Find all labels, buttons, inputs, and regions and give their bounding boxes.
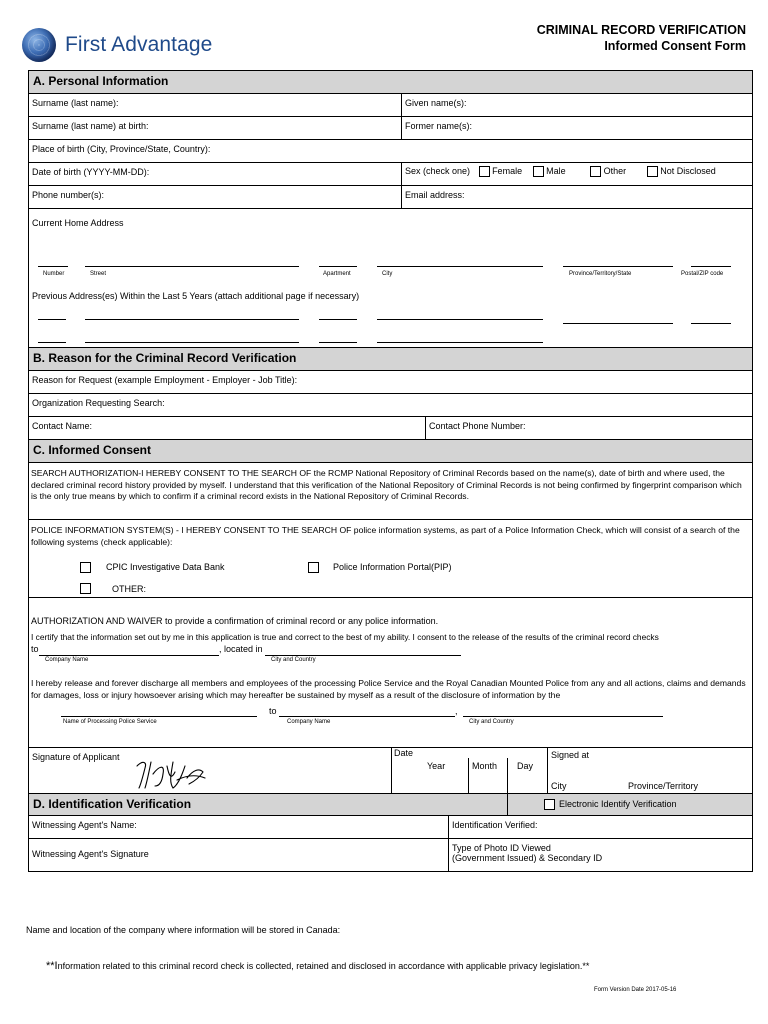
current-apartment-line[interactable] (319, 266, 357, 267)
date-field[interactable] (391, 748, 547, 793)
street-caption: Street (90, 271, 107, 277)
surname-birth-field[interactable] (29, 117, 401, 139)
other-systems-label: OTHER: (112, 584, 147, 594)
certify-text: I certify that the information set out by me in this application is true and correct to the best of my ability. I consent to the release of the results of the criminal record checks (31, 632, 659, 642)
section-d-heading-row (29, 794, 752, 816)
surname-field[interactable] (29, 94, 401, 116)
former-names-field[interactable] (401, 117, 752, 139)
row-signature (29, 748, 752, 794)
police-service-line[interactable] (61, 716, 257, 717)
release-city-line[interactable] (463, 716, 663, 717)
city-caption: City (382, 271, 393, 277)
reason-label: Reason for Request (example Employment - Employer - Job Title): (32, 375, 298, 385)
date-label: Date (394, 748, 414, 758)
current-street-line[interactable] (85, 266, 299, 267)
previous-address-label: Previous Address(es) Within the Last 5 Years (attach additional page if necessary) (32, 291, 360, 301)
privacy-prefix: **I (46, 960, 58, 972)
handwritten-signature-icon (133, 752, 209, 792)
row-dob-sex (29, 163, 752, 186)
former-names-label: Former name(s): (405, 121, 473, 131)
electronic-verification-checkbox[interactable] (544, 799, 555, 810)
processing-police-caption: Name of Processing Police Service (63, 719, 157, 725)
release-company-line[interactable] (279, 716, 455, 717)
phone-field[interactable] (29, 186, 401, 208)
row-place-birth (29, 140, 752, 163)
form-version-date: Form Version Date 2017-05-16 (594, 987, 677, 993)
row-organization (29, 394, 752, 417)
consent-form (28, 70, 753, 872)
year-label: Year (427, 761, 446, 771)
contact-name-field[interactable] (29, 417, 425, 439)
reason-field[interactable] (29, 371, 752, 393)
month-label: Month (472, 761, 498, 771)
current-number-line[interactable] (38, 266, 68, 267)
given-names-label: Given name(s): (405, 98, 467, 108)
pip-checkbox[interactable] (308, 562, 319, 573)
current-postal-line[interactable] (691, 266, 731, 267)
organization-label: Organization Requesting Search: (32, 398, 165, 408)
place-of-birth-label: Place of birth (City, Province/State, Country): (32, 144, 211, 154)
current-city-line[interactable] (377, 266, 543, 267)
privacy-notice (46, 960, 589, 972)
male-checkbox[interactable] (533, 166, 544, 177)
row-authorization-waiver (29, 598, 752, 748)
row-contact (29, 417, 752, 440)
prev-province-line-1[interactable] (563, 323, 673, 324)
row-police-systems (29, 520, 752, 598)
prev-apartment-line-2[interactable] (319, 342, 357, 343)
current-province-line[interactable] (563, 266, 673, 267)
form-title-block (537, 22, 746, 54)
applicant-signature-field[interactable] (29, 748, 391, 793)
comma-label: , (455, 706, 458, 716)
signed-at-label: Signed at (551, 750, 590, 760)
female-checkbox[interactable] (479, 166, 490, 177)
contact-phone-field[interactable] (425, 417, 752, 439)
given-names-field[interactable] (401, 94, 752, 116)
pip-label: Police Information Portal(PIP) (333, 562, 452, 572)
contact-phone-label: Contact Phone Number: (429, 421, 526, 431)
current-address-label: Current Home Address (32, 218, 124, 228)
witness-name-field[interactable] (29, 816, 448, 838)
phone-label: Phone number(s): (32, 190, 105, 200)
day-label: Day (517, 761, 534, 771)
cpic-label: CPIC Investigative Data Bank (106, 562, 225, 572)
dob-field[interactable] (29, 163, 401, 185)
section-a-heading: A. Personal Information (29, 71, 752, 94)
row-witness-name (29, 816, 752, 839)
release-company-caption: Company Name (287, 719, 331, 725)
sex-field (401, 163, 752, 185)
prev-city-line-2[interactable] (377, 342, 543, 343)
female-label: Female (492, 166, 523, 176)
form-subtitle: Informed Consent Form (604, 39, 746, 53)
contact-name-label: Contact Name: (32, 421, 93, 431)
to2-label: to (269, 706, 277, 716)
cpic-checkbox[interactable] (80, 562, 91, 573)
apartment-caption: Apartment (323, 271, 351, 277)
privacy-text: nformation related to this criminal record check is collected, retained and disclosed in accordance with applicable privacy legislation.** (57, 961, 590, 971)
prev-street-line-2[interactable] (85, 342, 299, 343)
search-authorization-text: SEARCH AUTHORIZATION-I HEREBY CONSENT TO THE SEARCH OF the RCMP National Repository of Criminal Records based on the name(s), date of birth and where used, the declared criminal record history provided by myself. I understand that this verification of the National Repository of Criminal Records is not being confirmed by fingerprint comparison which is the only true means by which to confirm if a criminal record exists in the National Repository of Criminal Records. (29, 463, 752, 520)
dob-label: Date of birth (YYYY-MM-DD): (32, 167, 150, 177)
release-text: I hereby release and forever discharge all members and employees of the processing Police Service and the Royal Canadian Mounted Police from any and all actions, claims and demands for damages, loss or injury howsoever arising which may hereafter be sustained by myself as a result of the disclosure of information by the (31, 678, 746, 700)
province-caption: Province/Territory/State (569, 271, 632, 277)
row-addresses (29, 209, 752, 348)
storage-location-label: Name and location of the company where information will be stored in Canada: (26, 925, 341, 935)
male-label: Male (546, 166, 566, 176)
surname-birth-label: Surname (last name) at birth: (32, 121, 149, 131)
place-of-birth-field[interactable] (29, 140, 752, 162)
row-witness-signature (29, 839, 752, 871)
company-name-caption: Company Name (45, 657, 89, 663)
to-label: to (31, 644, 39, 654)
row-phone-email (29, 186, 752, 209)
witness-signature-field[interactable] (29, 839, 448, 871)
row-surname (29, 94, 752, 117)
number-caption: Number (43, 271, 65, 277)
logo-text: First Advantage (65, 33, 213, 56)
other-checkbox[interactable] (590, 166, 601, 177)
not-disclosed-label: Not Disclosed (660, 166, 716, 176)
other-systems-checkbox[interactable] (80, 583, 91, 594)
row-surname-birth (29, 117, 752, 140)
city-country-line[interactable] (265, 655, 461, 656)
signed-at-field[interactable] (547, 748, 752, 793)
brand-logo (22, 28, 212, 62)
prev-street-line-1[interactable] (85, 319, 299, 320)
section-d-heading: D. Identification Verification (33, 797, 192, 811)
company-name-line[interactable] (39, 655, 219, 656)
id-verified-field[interactable] (448, 816, 752, 838)
witness-name-label: Witnessing Agent's Name: (32, 820, 137, 830)
other-label: Other (603, 166, 627, 176)
signed-province-label: Province/Territory (628, 781, 699, 791)
signed-city-label: City (551, 781, 567, 791)
not-disclosed-checkbox[interactable] (647, 166, 658, 177)
photo-id-field[interactable] (448, 839, 752, 871)
id-verified-label: Identification Verified: (452, 820, 538, 830)
prev-number-line-1[interactable] (38, 319, 66, 320)
located-in-label: , located in (219, 644, 263, 654)
police-systems-text: POLICE INFORMATION SYSTEM(S) - I HEREBY CONSENT TO THE SEARCH OF police information systems, as part of a Police Information Check, which will consist of a search of the following systems (check applicable): (31, 525, 740, 547)
auth-waiver-text: AUTHORIZATION AND WAIVER to provide a confirmation of criminal record or any police information. (31, 616, 439, 626)
release-city-caption: City and Country (469, 719, 514, 725)
postal-caption: Postal/ZIP code (681, 271, 724, 277)
organization-field[interactable] (29, 394, 752, 416)
surname-label: Surname (last name): (32, 98, 119, 108)
prev-apartment-line-1[interactable] (319, 319, 357, 320)
email-label: Email address: (405, 190, 465, 200)
photo-id-label-1: Type of Photo ID Viewed (452, 843, 551, 853)
city-country-caption: City and Country (271, 657, 316, 663)
prev-number-line-2[interactable] (38, 342, 66, 343)
email-field[interactable] (401, 186, 752, 208)
form-title: CRIMINAL RECORD VERIFICATION (536, 23, 746, 37)
prev-city-line-1[interactable] (377, 319, 543, 320)
electronic-verification-label: Electronic Identify Verification (559, 799, 677, 809)
signature-label: Signature of Applicant (32, 752, 120, 762)
row-reason (29, 371, 752, 394)
section-c-heading: C. Informed Consent (29, 440, 752, 463)
section-b-heading: B. Reason for the Criminal Record Verification (29, 348, 752, 371)
photo-id-label-2: (Government Issued) & Secondary ID (452, 853, 603, 863)
prev-postal-line-1[interactable] (691, 323, 731, 324)
witness-signature-label: Witnessing Agent's Signature (32, 849, 149, 859)
globe-icon (22, 28, 56, 62)
sex-label: Sex (check one) (405, 166, 471, 176)
